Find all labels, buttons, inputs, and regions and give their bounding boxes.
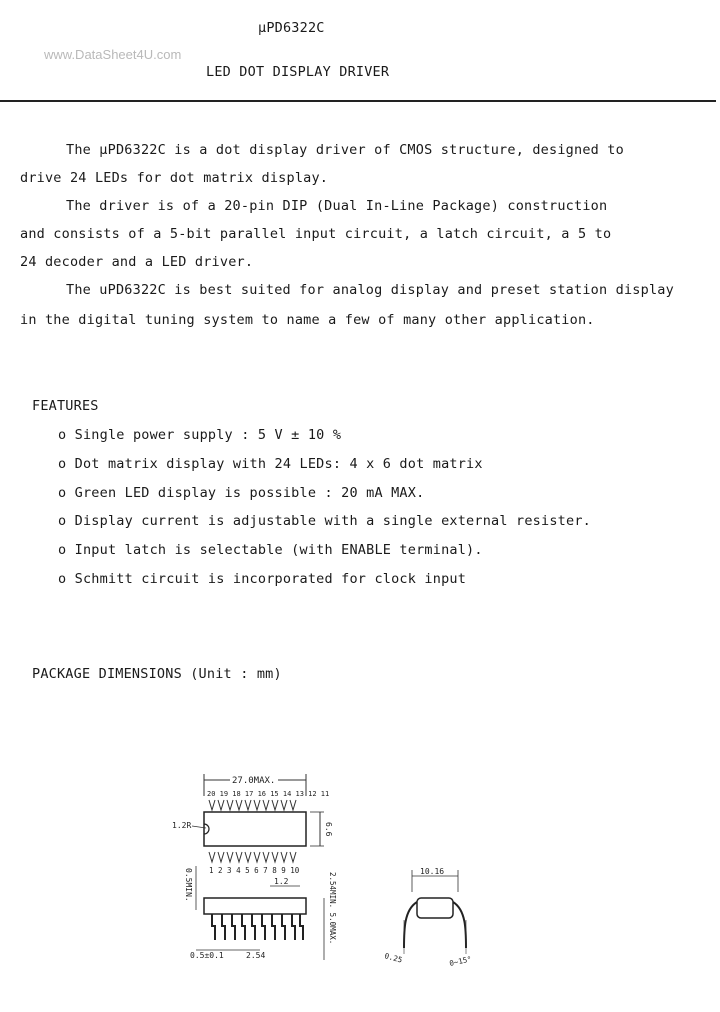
intro-p3-line2: in the digital tuning system to name a few of many other application. xyxy=(20,312,595,328)
top-leads xyxy=(209,800,296,810)
feature-text: Dot matrix display with 24 LEDs: 4 x 6 dot matrix xyxy=(74,456,483,472)
bottom-pin-numbers: 1 2 3 4 5 6 7 8 9 10 xyxy=(209,866,300,875)
feature-text: Schmitt circuit is incorporated for clock input xyxy=(74,571,467,587)
dim-length-label: 27.0MAX. xyxy=(232,776,276,786)
part-number-header: μPD6322C xyxy=(258,20,325,36)
intro-p1-line1: The μPD6322C is a dot display driver of CMOS structure, designed to xyxy=(66,142,624,158)
feature-text: Input latch is selectable (with ENABLE terminal). xyxy=(74,542,483,558)
right-lead-curve xyxy=(453,902,466,948)
feature-item xyxy=(58,571,466,587)
top-pin-numbers: 20 19 18 17 16 15 14 13 12 11 xyxy=(207,790,330,798)
pin-pitch-label: 2.54 xyxy=(246,951,266,960)
feature-item xyxy=(58,542,483,558)
side-leads xyxy=(212,914,303,940)
bullet: o xyxy=(58,456,67,472)
features-heading: FEATURES xyxy=(32,398,99,414)
intro-p2-line1: The driver is of a 20-pin DIP (Dual In-Line Package) construction xyxy=(66,198,608,214)
end-view-body xyxy=(417,898,453,918)
bottom-leads xyxy=(209,852,296,862)
angle-range-label: 0~15° xyxy=(448,954,473,968)
package-dimension-drawing xyxy=(0,760,720,1012)
package-dimensions-heading: PACKAGE DIMENSIONS (Unit : mm) xyxy=(32,666,282,682)
bullet: o xyxy=(58,542,67,558)
intro-p2-line3: 24 decoder and a LED driver. xyxy=(20,254,254,270)
bullet: o xyxy=(58,427,67,443)
height-label: 2.54MIN. 5.0MAX. xyxy=(328,872,337,945)
bullet: o xyxy=(58,571,67,587)
watermark-text: www.DataSheet4U.com xyxy=(44,47,182,62)
intro-p1-line2: drive 24 LEDs for dot matrix display. xyxy=(20,170,329,186)
feature-text: Green LED display is possible : 20 mA MAX. xyxy=(74,485,425,501)
row-spacing-label: 10.16 xyxy=(420,867,445,876)
lead-min-label: 0.5MIN. xyxy=(184,868,193,902)
bullet: o xyxy=(58,485,67,501)
left-lead-curve xyxy=(404,902,417,948)
package-side-body xyxy=(204,898,306,914)
feature-item xyxy=(58,427,341,443)
feature-item xyxy=(58,456,483,472)
lead-thickness-label: 0.25 xyxy=(383,951,404,965)
document-subtitle: LED DOT DISPLAY DRIVER xyxy=(206,64,390,80)
lead-width-label: 0.5±0.1 xyxy=(190,951,224,960)
body-width-label: 6.6 xyxy=(324,822,333,837)
feature-text: Display current is adjustable with a single external resister. xyxy=(74,513,591,529)
feature-item xyxy=(58,513,591,529)
package-body xyxy=(204,812,306,846)
intro-p3-line1: The uPD6322C is best suited for analog display and preset station display xyxy=(66,282,674,298)
feature-item xyxy=(58,485,424,501)
feature-text: Single power supply : 5 V ± 10 % xyxy=(74,427,342,443)
header-divider xyxy=(0,100,716,102)
pitch-label: 1.2 xyxy=(274,877,289,886)
corner-radius-label: 1.2R xyxy=(172,821,192,830)
bullet: o xyxy=(58,513,67,529)
intro-p2-line2: and consists of a 5-bit parallel input circuit, a latch circuit, a 5 to xyxy=(20,226,612,242)
